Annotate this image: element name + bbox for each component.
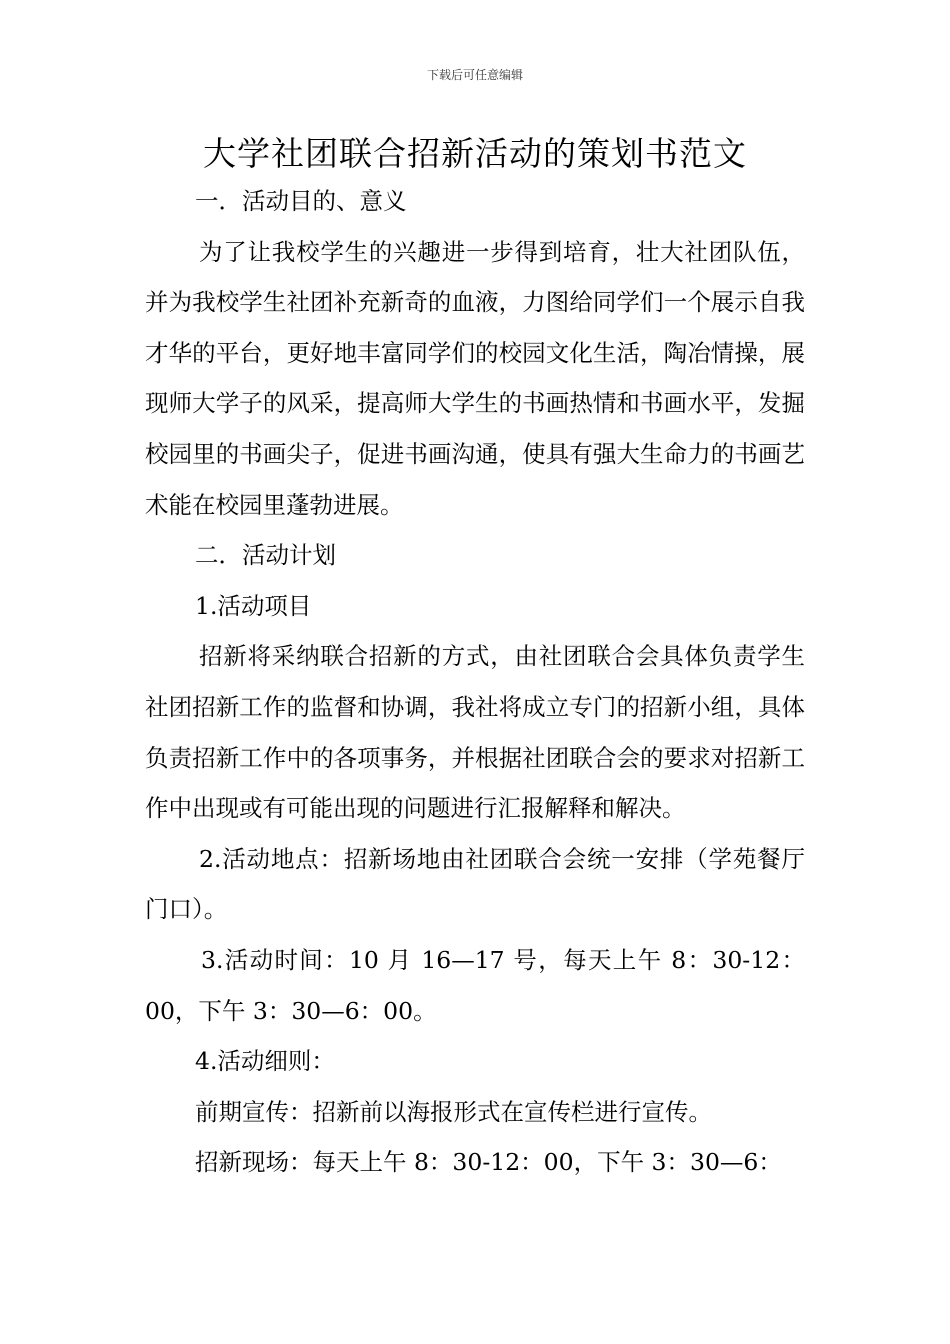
paragraph-location: 2.活动地点：招新场地由社团联合会统一安排（学苑餐厅门口）。 bbox=[145, 844, 805, 924]
paragraph-promotion: 前期宣传：招新前以海报形式在宣传栏进行宣传。 bbox=[195, 1097, 712, 1126]
document-body bbox=[145, 176, 805, 1188]
paragraph-project: 招新将采纳联合招新的方式，由社团联合会具体负责学生社团招新工作的监督和协调，我社将成立专门的招新小组，具体负责招新工作中的各项事务，并根据社团联合会的要求对招新工作中出现或有可能出现的问题进行汇报解释和解决。 bbox=[145, 642, 805, 823]
paragraph-onsite: 招新现场：每天上午 8：30-12：00，下午 3：30—6： bbox=[195, 1148, 782, 1177]
paragraph-time: 3.活动时间：10 月 16—17 号，每天上午 8：30-12：00，下午 3：30—6：00。 bbox=[145, 945, 805, 1025]
subheading-project: 1.活动项目 bbox=[195, 591, 312, 620]
section-heading-purpose: 一．活动目的、意义 bbox=[195, 187, 407, 215]
section-heading-plan: 二．活动计划 bbox=[195, 541, 336, 570]
page-header-note: 下载后可任意编辑 bbox=[426, 68, 523, 82]
document-title: 大学社团联合招新活动的策划书范文 bbox=[203, 134, 747, 173]
paragraph-purpose: 为了让我校学生的兴趣进一步得到培育，壮大社团队伍，并为我校学生社团补充新奇的血液，力图给同学们一个展示自我才华的平台，更好地丰富同学们的校园文化生活，陶冶情操，展现师大学子的风采，提高师大学生的书画热情和书画水平，发掘校园里的书画尖子，促进书画沟通，使具有强大生命力的书画艺术能在校园里蓬勃进展。 bbox=[145, 237, 805, 519]
subheading-details: 4.活动细则： bbox=[195, 1047, 335, 1076]
